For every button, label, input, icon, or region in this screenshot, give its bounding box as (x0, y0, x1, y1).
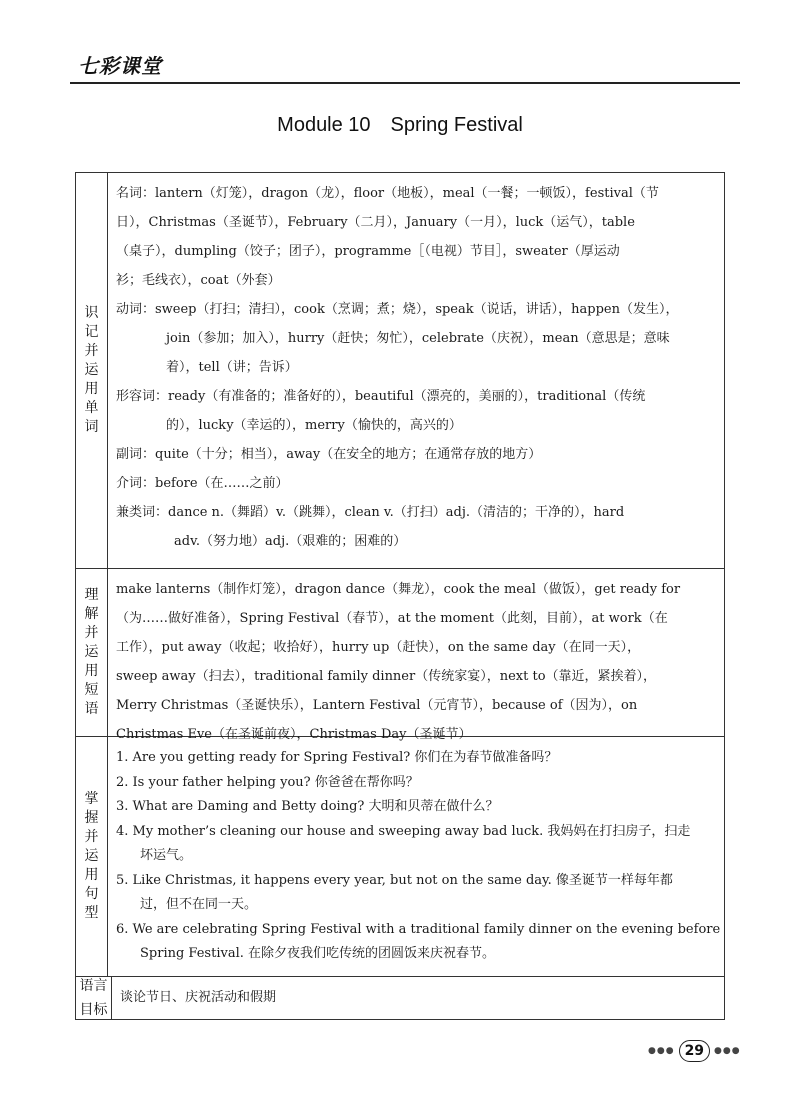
text-line: adv.（努力地）adj.（艰难的；困难的） (174, 534, 407, 549)
section-language-goal (76, 977, 724, 1019)
text-line: 介词：before（在……之前） (116, 476, 289, 491)
section-label: 理解并运用短语 (84, 587, 99, 717)
text-line: （为……做好准备），Spring Festival（春节），at the moment（此刻，目前），at work（在 (116, 611, 668, 626)
sentence-item: 4. My mother’s cleaning our house and sweeping away bad luck. 我妈妈在打扫房子，扫走 (116, 823, 691, 839)
header-divider (70, 82, 740, 84)
sentence-item: 3. What are Daming and Betty doing? 大明和贝蒂在做什么？ (116, 799, 499, 814)
sentence-continuation: 过，但不在同一天。 (140, 897, 258, 912)
decorative-dots: ●●● (648, 1046, 675, 1056)
page-number-badge: 29 (679, 1040, 710, 1062)
page-title: Module 10 Spring Festival (277, 114, 523, 136)
section-content (108, 737, 724, 976)
text-line: Christmas Eve（在圣诞前夜），Christmas Day（圣诞节） (116, 727, 472, 742)
sentence-item: 2. Is your father helping you? 你爸爸在帮你吗？ (116, 774, 419, 790)
section-content (112, 977, 724, 1019)
section-label-cell (76, 737, 108, 976)
text-line: 谈论节日、庆祝活动和假期 (120, 990, 277, 1005)
text-line: Merry Christmas（圣诞快乐），Lantern Festival（元宵节），because of（因为），on (116, 698, 638, 713)
sentence-item: 6. We are celebrating Spring Festival with a traditional family dinner on the evening before (116, 921, 721, 937)
section-label: 掌握并运用句型 (84, 791, 99, 921)
text-line: 着），tell（讲；告诉） (166, 360, 298, 375)
sentence-item: 5. Like Christmas, it happens every year, but not on the same day. 像圣诞节一样每年都 (116, 872, 673, 888)
decorative-dots: ●●● (714, 1046, 741, 1056)
study-objectives-table (75, 172, 725, 1020)
text-line: 名词：lantern（灯笼），dragon（龙），floor（地板），meal（一餐；一顿饭），festival（节 (116, 186, 659, 201)
text-line: 的），lucky（幸运的），merry（愉快的，高兴的） (166, 418, 462, 433)
section-label (80, 974, 108, 1022)
text-line: 动词：sweep（打扫；清扫），cook（烹调；煮；烧），speak（说话，讲话），happen（发生）， (116, 302, 679, 317)
text-line: make lanterns（制作灯笼），dragon dance（舞龙），cook the meal（做饭），get ready for (116, 582, 681, 597)
section-content (108, 569, 724, 742)
text-line: 形容词：ready（有准备的；准备好的），beautiful（漂亮的，美丽的），traditional（传统 (116, 389, 646, 404)
text-line: 衫；毛线衣），coat（外套） (116, 273, 281, 288)
text-line: 副词：quite（十分；相当），away（在安全的地方；在通常存放的地方） (116, 447, 542, 462)
section-label: 识记并运用单词 (84, 305, 99, 435)
sentence-continuation: 坏运气。 (140, 848, 193, 863)
section-phrases (76, 569, 724, 742)
text-line: 兼类词：dance n.（舞蹈）v.（跳舞），clean v.（打扫）adj.（清洁的；干净的），hard (116, 505, 625, 520)
text-line: 日），Christmas（圣诞节），February（二月），January（一月），luck（运气），table (116, 215, 635, 230)
text-line: sweep away（扫去），traditional family dinner（传统家宴），next to（靠近，紧挨着）， (116, 669, 657, 684)
section-label-cell (76, 569, 108, 736)
section-label-line: 目标 (79, 1002, 108, 1018)
text-line: 工作），put away（收起；收拾好），hurry up（赶快），on the same day（在同一天）， (116, 640, 641, 655)
text-line: join（参加；加入），hurry（赶快；匆忙），celebrate（庆祝），mean（意思是；意味 (166, 331, 670, 346)
sentence-continuation: Spring Festival. 在除夕夜我们吃传统的团圆饭来庆祝春节。 (140, 946, 495, 961)
text-line: （桌子），dumpling（饺子；团子），programme［（电视）节目］，sweater（厚运动 (116, 244, 620, 259)
page-number (648, 1040, 741, 1062)
section-label-line: 语言 (79, 978, 108, 994)
section-label-cell (76, 977, 112, 1019)
brand-logo: 七彩课堂 (78, 54, 162, 78)
section-vocabulary (76, 173, 724, 569)
section-label-cell (76, 173, 108, 568)
section-sentences (76, 737, 724, 977)
sentence-item: 1. Are you getting ready for Spring Festival? 你们在为春节做准备吗？ (116, 750, 558, 765)
section-content (108, 173, 724, 568)
